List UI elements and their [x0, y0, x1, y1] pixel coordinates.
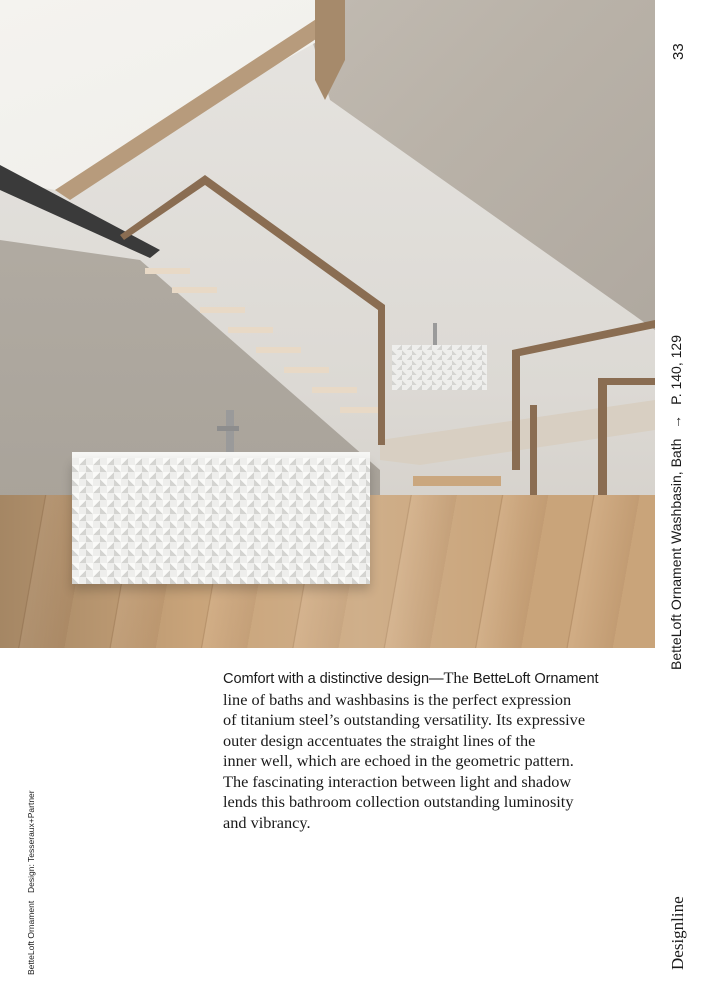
credit-designer: Design: Tesseraux+Partner	[26, 790, 36, 894]
body-line: and vibrancy.	[223, 812, 311, 832]
body-line: outer design accentuates the straight lines of the	[223, 730, 536, 750]
brand-designline: Designline	[668, 896, 687, 970]
lead-heading: Comfort with a distinctive design—	[223, 671, 444, 687]
page-number: 33	[670, 43, 687, 60]
photo-bath-spout	[217, 426, 239, 431]
photo-stair-step	[256, 347, 301, 353]
body-text-the: The	[443, 668, 473, 687]
photo-stair-step	[145, 268, 190, 274]
photo-stair-step	[284, 367, 329, 373]
body-line: lends this bathroom collection outstanding luminosity	[223, 792, 574, 811]
photo-basin-tap	[433, 323, 437, 345]
arrow-right-icon: →	[668, 414, 684, 429]
photo-stair-step	[312, 387, 357, 393]
body-paragraph	[223, 668, 623, 833]
caption-pages: P. 140, 129	[668, 335, 684, 405]
body-line: inner well, which are echoed in the geometric pattern.	[223, 751, 574, 770]
photo-bathtub	[72, 458, 370, 584]
body-line: of titanium steel’s outstanding versatility. Its expressive	[223, 710, 586, 729]
design-credit	[26, 775, 42, 975]
body-line: line of baths and washbasins is the perfect expression	[223, 689, 572, 709]
photo-lower-step	[413, 476, 501, 486]
caption-product: BetteLoft Ornament Washbasin, Bath	[668, 438, 684, 670]
photo-washbasin	[392, 345, 487, 390]
photo-stair-step	[200, 307, 245, 313]
product-reference-caption	[668, 330, 698, 670]
photo-stair-step	[228, 327, 273, 333]
photo-railing-rail	[598, 378, 655, 385]
credit-product: BetteLoft Ornament	[26, 900, 36, 975]
body-line	[223, 668, 623, 690]
photo-stair-step	[172, 287, 217, 293]
body-line: The fascinating interaction between light and shadow	[223, 771, 572, 791]
photo-bath-tap	[226, 410, 234, 454]
product-name: BetteLoft Ornament	[472, 671, 599, 687]
